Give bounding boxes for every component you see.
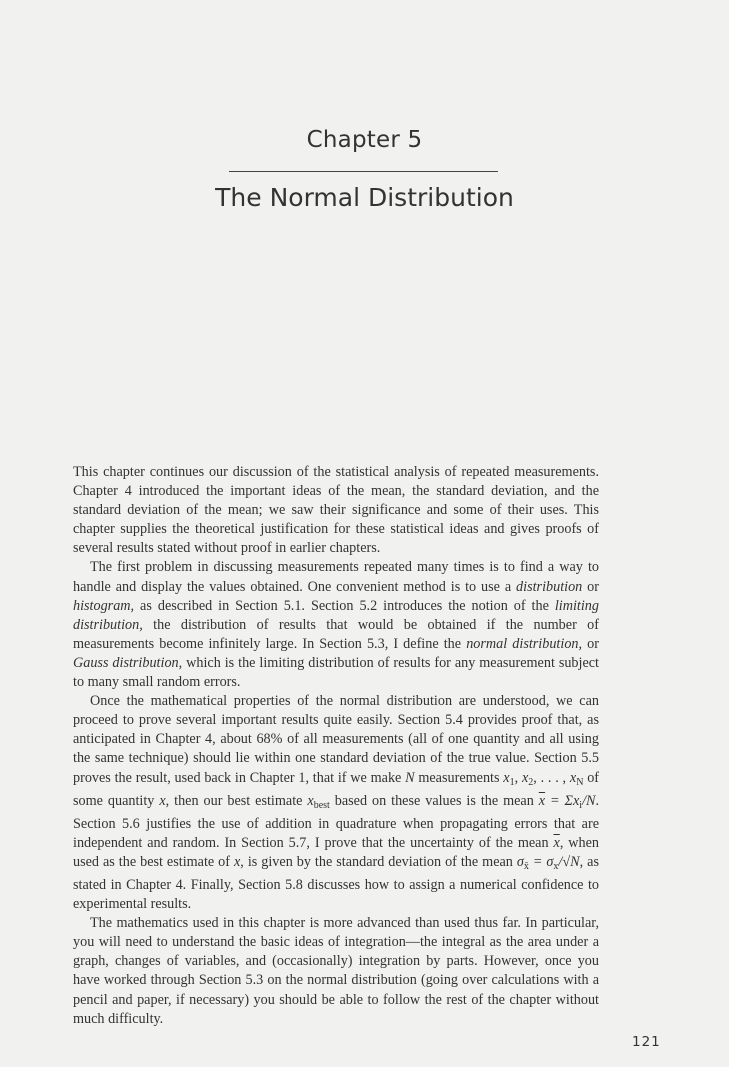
math-over-N: /N [582, 792, 596, 809]
text-run: , when used as the best estimate of [73, 834, 600, 870]
paragraph-2 [73, 558, 599, 692]
text-run: . Section 5.6 justifies the use of addition in quadrature when propagating errors that are independent and random. In Section 5.7, I prove that the uncertainty of the mean [73, 792, 600, 851]
text-run: Once the mathematical properties of the normal distribution are understood, we can proceed to prove several important results quite easily. Section 5.4 provides proof that, as anticipated in Chapter 4, about 68% of all measurements (all of one quantity and all using the same technique) should lie within one standard deviation of the true value. Section 5.5 proves the result, used back in Chapter 1, that if we make [73, 693, 599, 786]
text-run: or [582, 578, 599, 595]
math-sigma: σ [516, 853, 524, 870]
math-xN: x [569, 769, 577, 786]
paragraph-3 [73, 692, 599, 914]
text-run: the distribution of results that would be obtained if the number of measurements become infinitely large. In Section 5.3, I define the [73, 616, 599, 652]
subscript: best [313, 799, 330, 811]
text-run: , then our best estimate [165, 792, 308, 809]
emphasis-distribution: distribution [516, 578, 583, 595]
text-run: based on these values is the mean [329, 792, 539, 809]
subscript: x̄ [523, 860, 529, 872]
text-run: which is the limiting distribution of results for any measurement subject to many small random errors. [73, 654, 600, 691]
math-mean-equation: = Σx [545, 792, 580, 809]
math-x: x [159, 792, 166, 809]
math-N: N [405, 769, 415, 786]
text-run: , [514, 769, 522, 786]
math-x: x [233, 853, 241, 870]
text-run: , . . . , [533, 769, 570, 786]
text-run: as described in Section 5.1. Section 5.2 introduces the notion of the [134, 597, 555, 614]
math-x1: x [503, 769, 510, 786]
text-run: or [582, 635, 599, 652]
paragraph-1: This chapter continues our discussion of the statistical analysis of repeated measurements. Chapter 4 introduced the important ideas of the mean, the standard deviation, and the standard deviation of the mean; we saw their significance and some of their uses. This chapter supplies the theoretical justification for these statistical ideas and gives proofs of several results stated without proof in earlier chapters. [73, 464, 599, 557]
chapter-title: The Normal Distribution [215, 183, 514, 212]
paragraph-4: The mathematics used in this chapter is more advanced than used thus far. In particular, you will need to understand the basic ideas of integration—the integral as the area under a graph, changes of variables, and (occasionally) integration by parts. However, once you have worked through Section 5.3 on the normal distribution (going over calculations with a pencil and paper, if necessary) you should be able to follow the rest of the chapter without much difficulty. [73, 915, 599, 1027]
subscript: 1 [509, 776, 515, 788]
text-run: The first problem in discussing measurements repeated many times is to find a way to handle and display the values obtained. One convenient method is to use a [73, 559, 599, 595]
subscript: x [553, 860, 559, 872]
subscript: N [576, 776, 584, 788]
math-sqrt-N: /√N [558, 853, 580, 870]
math-xbar: $\overline{x}$ [553, 834, 560, 851]
emphasis-limiting-distribution: limiting distribution, [73, 597, 599, 633]
math-xbar: $\overline{x}$ [538, 792, 546, 809]
text-run: of some quantity [73, 769, 600, 809]
emphasis-gauss-distribution: Gauss distribution, [73, 654, 183, 671]
chapter-rule [229, 171, 498, 172]
subscript: i [579, 799, 583, 811]
math-x2: x [521, 769, 529, 786]
text-run: , as stated in Chapter 4. Finally, Section 5.8 discusses how to assign a numerical confidence to experimental results. [73, 853, 599, 913]
emphasis-normal-distribution: normal distribution, [466, 635, 583, 652]
math-sigma-eq: = σ [528, 853, 554, 870]
chapter-label: Chapter 5 [306, 127, 423, 153]
subscript: 2 [528, 776, 534, 788]
body-text [73, 463, 599, 1029]
text-run: , is given by the standard deviation of the mean [240, 853, 517, 870]
emphasis-histogram: histogram, [73, 597, 135, 614]
text-run: measurements [414, 769, 504, 786]
math-xbest: x [307, 792, 314, 809]
page-number: 121 [632, 1034, 661, 1050]
